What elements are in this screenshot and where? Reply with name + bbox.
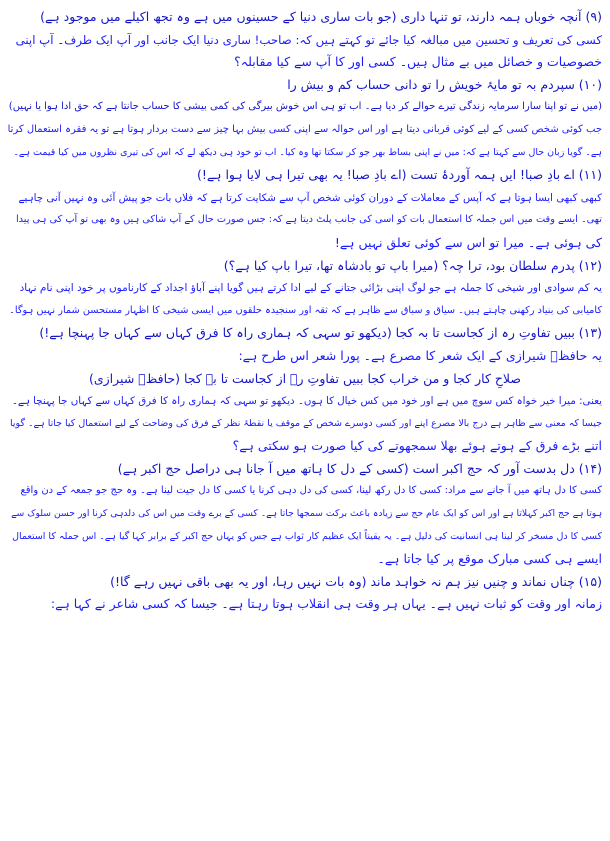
text-line: (۱۱) اے بادِ صبا! ایں ہمہ آوردۂ تست (اے بادِ صبا! یہ بھی تیرا ہی لایا ہوا ہے!): [196, 167, 602, 183]
text-line: (۱۰) سپردم بہ تو مایۂ خویش را تو دانی حساب کم و بیش را: [287, 76, 602, 92]
text-line: کسی کا دل ہاتھ میں آ جانے سے مراد: کسی کا دل رکھ لینا، کسی کی دل دہی کرنا یا کسی کا دل جیت لینا ہے۔ وہ حج جو جمعہ کے دن واقع: [20, 485, 602, 497]
text-line: صلاحِ کار کجا و من خراب کجا ببیں تفاوتِ رہ از کجاست تا بہ کجا (حافظؔ شیرازی): [88, 370, 522, 386]
text-line: (۹) آنچہ خوباں ہمہ دارند، تو تنہا داری (جو بات ساری دنیا کے حسینوں میں ہے وہ تجھ اکیلے میں موجود ہے): [40, 9, 602, 24]
document-page: [8, 6, 602, 836]
text-line: کامیابی کی بنیاد رکھنی چاہتے ہیں۔ سیاق و سباق سے ظاہر ہے کہ ثقہ اور سنجیدہ حلقوں میں ایسی شیخی کا اظہار مستحسن شمار نہیں ہوگا۔: [9, 304, 602, 316]
text-line: (۱۵) چناں نماند و چنیں نیز ہم نہ خواہد ماند (وہ بات نہیں رہا، اور یہ بھی باقی نہیں رہے گا!): [110, 573, 602, 589]
text-line: ایسے ہی کسی مبارک موقع پر کیا جاتا ہے۔: [377, 551, 602, 567]
text-line: زمانہ اور وقت کو ثبات نہیں ہے۔ یہاں ہر وقت ہی انقلاب ہوتا رہتا ہے۔ جیسا کہ کسی شاعر نے کہا ہے:: [50, 596, 602, 612]
text-line: یہ کم سوادی اور شیخی کا جملہ ہے جو لوگ اپنی بڑائی جتانے کے لیے ادا کرتے ہیں گویا اپنے آباؤ اجداد کے کارناموں پر خود اپنی نام نہاد: [19, 282, 602, 295]
text-line: (۱۲) پدرم سلطان بود، ترا چہ؟ (میرا باپ تو بادشاہ تھا، تیرا باپ کیا ہے؟): [223, 257, 602, 273]
text-line: جیسا کہ معنی سے ظاہر ہے درج بالا مصرع اپنے اور کسی دوسرے شخص کے موقف یا نقطۂ نظر کے فرق کی وضاحت کے لیے استعمال کیا جاتا ہے۔ گویا: [10, 417, 602, 429]
text-line: جب کوئی شخص کسی کے لیے کوئی قربانی دیتا ہے اور اس حوالہ سے اپنی کسی بیش بہا چیز سے دست بردار ہوتا ہے تو یہ فقرہ استعمال کرتا: [8, 123, 602, 135]
text-line: کسی کی تعریف و تحسین میں مبالغہ کیا جائے تو کہتے ہیں کہ: صاحب! ساری دنیا ایک جانب اور آپ ایک طرف۔ آپ اپنی: [15, 32, 602, 47]
text-line: کسی کا دل مسخر کر لینا ہی انسانیت کی دلیل ہے۔ یہ یقیناً ایک عظیم کار ثواب ہے جس کو یہاں حج اکبر کے برابر کہا گیا ہے۔ اس جملہ کا استعمال: [12, 530, 602, 542]
text-line: کی ہوئی ہے۔ میرا تو اس سے کوئی تعلق نہیں ہے!: [334, 234, 602, 250]
text-line: (میں نے تو اپنا سارا سرمایہ زندگی تیرے حوالے کر دیا ہے۔ اب تو ہی اس خوش بیرگی کی کمی بیشی کا حساب جانتا ہے کہ حق ادا ہوا یا نہیں): [8, 101, 602, 113]
text-line: ہے۔ گویا زبان حال سے کہتا ہے کہ: میں نے اپنی بساط بھر جو کر سکتا تھا وہ کیا۔ اب تو خود ہی دیکھ لے کہ اس کی تیری نظروں میں کیا قیمت ہے۔: [13, 146, 602, 158]
text-line: ہوتا ہے حج اکبر کہلاتا ہے اور اس کو ایک عام حج سے زیادہ باعث برکت سمجھا جاتا ہے۔ کسی کے برے وقت میں اس کی دلدہی کرنا اور حسن سلوک سے: [11, 508, 602, 520]
text-line: یہ حافظؔ شیرازی کے ایک شعر کا مصرع ہے۔ پورا شعر اس طرح ہے:: [238, 347, 602, 363]
text-line: خصوصیات و خصائل میں بے مثال ہیں۔ کسی اور کا آپ سے کیا مقابلہ؟: [234, 54, 602, 70]
text-line: (۱۳) ببیں تفاوتِ رہ از کجاست تا بہ کجا (دیکھو تو سہی کہ ہماری راہ کا فرق کہاں سے کہاں جا پہنچا ہے!): [39, 325, 602, 341]
text-line: اتنے بڑے فرق کے ہوتے ہوئے بھلا سمجھوتے کی کیا صورت ہو سکتی ہے؟: [232, 438, 602, 454]
text-line: کبھی کبھی ایسا ہوتا ہے کہ آپس کے معاملات کے دوران کوئی شخص آپ سے شکایت کرتا ہے کہ فلاں بات جو پیش آئی وہ نہیں آنی چاہیے: [18, 191, 602, 204]
text-line: یعنی: میرا خیر خواہ کس سوچ میں ہے اور خود میں کس خیال کا ہوں۔ دیکھو تو سہی کہ ہماری راہ کا فرق کہاں سے کہاں جا پہنچا ہے۔: [11, 395, 602, 408]
text-line: تھی۔ ایسے وقت میں اس جملہ کا استعمال بات کو اسی کی جانب پلٹ دیتا ہے کہ: جس صورت حال کے آپ شاکی ہیں وہ بھی تو آپ کی ہی پیدا: [15, 214, 602, 226]
text-line: (۱۴) دل بدست آور کہ حج اکبر است (کسی کے دل کا ہاتھ میں آ جانا ہی دراصل حج اکبر ہے): [117, 460, 602, 476]
